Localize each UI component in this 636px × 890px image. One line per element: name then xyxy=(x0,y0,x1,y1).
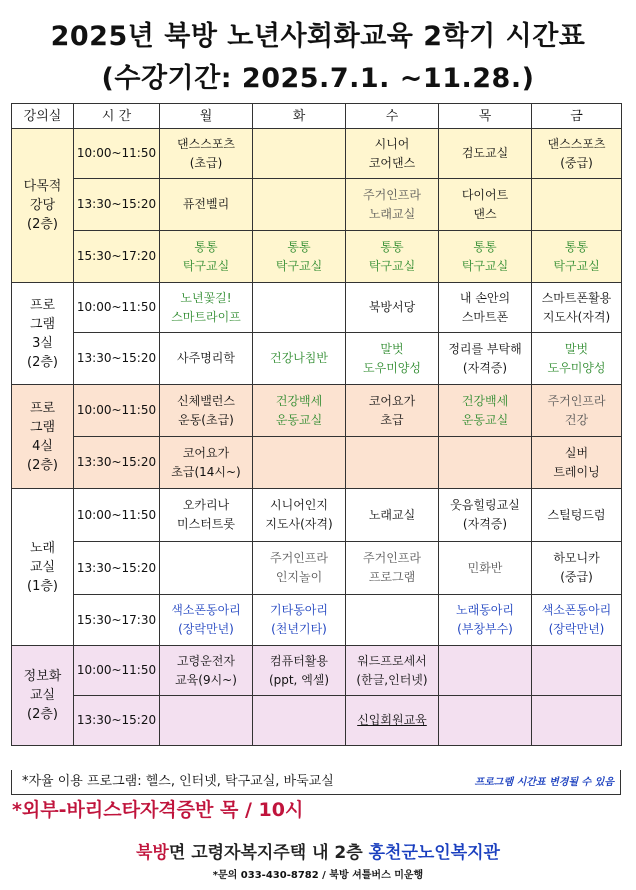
class-name-line: 시니어 xyxy=(374,136,410,151)
time-slot: 13:30~15:20 xyxy=(74,437,160,489)
class-cell xyxy=(346,437,439,489)
class-cell xyxy=(346,385,439,437)
class-name-line: 주거인프라 xyxy=(547,393,606,408)
class-name-line: (자격증) xyxy=(462,517,508,531)
class-name-line: (한글,인터넷) xyxy=(356,672,428,687)
class-cell xyxy=(253,437,346,489)
class-name-line: 탁구교실 xyxy=(368,258,416,273)
schedule-row xyxy=(12,333,622,385)
header-4: 수 xyxy=(346,104,439,129)
time-slot: 10:00~11:50 xyxy=(74,646,160,696)
class-cell xyxy=(346,179,439,231)
class-name-line: 건강백세 xyxy=(275,393,323,408)
room-name-line: 다목적 xyxy=(23,179,62,194)
class-cell xyxy=(346,595,439,646)
class-cell xyxy=(160,129,253,179)
class-name-line: 도우미양성 xyxy=(547,360,606,375)
schedule-row xyxy=(12,231,622,283)
time-slot: 10:00~11:50 xyxy=(74,283,160,333)
class-cell xyxy=(160,489,253,542)
class-cell xyxy=(253,129,346,179)
outside-class-note: *외부-바리스타자격증반 목 / 10시 xyxy=(12,799,304,821)
class-cell xyxy=(532,646,622,696)
class-cell xyxy=(253,231,346,283)
class-name-line: 통통 xyxy=(564,239,589,254)
class-name-line: (장락만년) xyxy=(548,622,605,636)
time-slot: 13:30~15:20 xyxy=(74,696,160,746)
time-slot: 10:00~11:50 xyxy=(74,385,160,437)
class-cell xyxy=(439,646,532,696)
class-cell xyxy=(160,595,253,646)
class-name-line: (중급) xyxy=(560,155,593,170)
class-cell xyxy=(160,542,253,595)
class-name-line: 노래동아리 xyxy=(456,603,514,617)
class-cell xyxy=(346,283,439,333)
class-cell xyxy=(160,179,253,231)
class-cell xyxy=(532,437,622,489)
class-name-line: 기타동아리 xyxy=(270,603,328,617)
class-name-line: 색소폰동아리 xyxy=(541,603,612,617)
class-name-line: 탁구교실 xyxy=(553,258,600,273)
class-name-line: 노래교실 xyxy=(368,206,416,221)
class-name-line: (장락만년) xyxy=(178,622,234,636)
class-cell xyxy=(532,385,622,437)
class-name-line: 통통 xyxy=(380,239,404,254)
class-name-line: 말벗 xyxy=(380,341,404,356)
class-name-line: 스마트폰 xyxy=(461,309,509,324)
room-name xyxy=(12,646,74,746)
class-name-line: 검도교실 xyxy=(461,146,509,160)
venue-line xyxy=(0,838,636,863)
class-name-line: 건강나침반 xyxy=(270,351,328,365)
header-5: 목 xyxy=(439,104,532,129)
class-cell xyxy=(253,646,346,696)
class-cell xyxy=(160,437,253,489)
class-cell xyxy=(439,437,532,489)
class-name-line: 코어요가 xyxy=(368,393,416,408)
schedule-row xyxy=(12,385,622,437)
room-name xyxy=(12,283,74,385)
class-name-line: 북방서당 xyxy=(368,300,416,314)
class-name-line: 색소폰동아리 xyxy=(171,603,241,617)
room-name-line: 그램 xyxy=(29,316,56,332)
class-name-line: 하모니카 xyxy=(553,551,600,565)
room-name-line: 그램 xyxy=(29,419,56,435)
class-name-line: 신입회원교육 xyxy=(357,713,427,727)
class-cell xyxy=(439,283,532,333)
class-name-line: 정리를 부탁해 xyxy=(448,341,522,356)
class-name-line: 댄스스포츠 xyxy=(177,136,235,151)
room-name-line: 노래 xyxy=(29,540,56,556)
class-cell xyxy=(346,646,439,696)
class-cell xyxy=(346,231,439,283)
room-name-line: (2층) xyxy=(27,217,58,232)
page-subtitle: (수강기간: 2025.7.1. ~11.28.) xyxy=(101,63,535,94)
page-title: 2025년 북방 노년사회화교육 2학기 시간표 xyxy=(50,21,586,52)
schedule-row xyxy=(12,696,622,746)
class-name-line: 다이어트 xyxy=(461,187,509,202)
class-name-line: 탁구교실 xyxy=(461,258,509,273)
room-name-line: 정보화 xyxy=(23,669,62,684)
class-name-line: 미스터트롯 xyxy=(177,517,235,531)
class-cell xyxy=(439,595,532,646)
time-slot: 10:00~11:50 xyxy=(74,129,160,179)
class-name-line: 컴퓨터활용 xyxy=(270,653,328,668)
class-name-line: 통통 xyxy=(473,239,497,254)
class-name-line: 초급 xyxy=(380,412,404,427)
room-name-line: 프로 xyxy=(29,297,56,313)
room-name xyxy=(12,129,74,283)
time-slot: 13:30~15:20 xyxy=(74,179,160,231)
class-cell xyxy=(532,542,622,595)
contact-info: *문의 033-430-8782 / 북방 셔틀버스 미운행 xyxy=(212,870,424,881)
class-name-line: 도우미양성 xyxy=(363,360,421,375)
class-name-line: 초급(14시~) xyxy=(171,464,241,479)
class-cell xyxy=(160,385,253,437)
room-name xyxy=(12,385,74,489)
room-name-line: 강당 xyxy=(29,198,56,213)
schedule-row xyxy=(12,179,622,231)
class-name-line: 인지놀이 xyxy=(275,570,323,584)
room-name xyxy=(12,489,74,646)
free-program-text: *자율 이용 프로그램: 헬스, 인터넷, 탁구교실, 바둑교실 xyxy=(22,774,334,789)
class-cell xyxy=(346,129,439,179)
venue-part-1: 북방 xyxy=(136,843,169,863)
class-cell xyxy=(253,283,346,333)
class-cell xyxy=(253,333,346,385)
class-cell xyxy=(253,696,346,746)
class-cell xyxy=(439,489,532,542)
class-name-line: 노년꽃길! xyxy=(180,290,232,305)
class-name-line: 댄스 xyxy=(473,206,497,221)
room-name-line: (2층) xyxy=(27,457,58,473)
class-name-line: 코어요가 xyxy=(182,445,230,460)
header-1: 시 간 xyxy=(74,104,160,129)
time-slot: 13:30~15:20 xyxy=(74,542,160,595)
time-slot: 15:30~17:20 xyxy=(74,231,160,283)
room-name-line: (1층) xyxy=(27,578,58,594)
class-cell xyxy=(253,489,346,542)
room-name-line: (2층) xyxy=(27,707,58,722)
class-name-line: (부창부수) xyxy=(457,622,513,636)
header-2: 월 xyxy=(160,104,253,129)
class-cell xyxy=(253,595,346,646)
class-name-line: 내 손안의 xyxy=(459,290,511,305)
class-name-line: 탁구교실 xyxy=(182,258,230,273)
class-name-line: 신체밸런스 xyxy=(177,393,235,408)
class-name-line: 건강 xyxy=(564,412,589,427)
header-row xyxy=(12,104,622,129)
class-name-line: 지도사(자격) xyxy=(265,517,333,531)
class-cell xyxy=(532,595,622,646)
schedule-row xyxy=(12,489,622,542)
class-name-line: 오카리나 xyxy=(182,498,230,512)
schedule-table xyxy=(11,103,622,746)
class-name-line: 워드프로세서 xyxy=(357,653,427,668)
class-cell xyxy=(532,696,622,746)
class-name-line: 운동(초급) xyxy=(178,412,234,427)
class-name-line: 말벗 xyxy=(564,341,589,356)
class-cell xyxy=(439,129,532,179)
class-name-line: 민화반 xyxy=(467,560,503,575)
class-name-line: 스마트폰활용 xyxy=(541,290,612,305)
schedule-change-note: 프로그램 시간표 변경될 수 있음 xyxy=(474,777,614,788)
class-name-line: 노래교실 xyxy=(368,507,416,522)
free-program-note xyxy=(11,770,621,795)
room-name-line: 프로 xyxy=(29,400,56,416)
class-cell xyxy=(160,333,253,385)
class-name-line: 웃음힐링교실 xyxy=(450,498,520,512)
class-name-line: 통통 xyxy=(287,239,311,254)
schedule-row xyxy=(12,283,622,333)
class-name-line: 퓨전벨리 xyxy=(182,197,230,211)
class-name-line: 주거인프라 xyxy=(363,551,421,565)
class-cell xyxy=(532,231,622,283)
room-name-line: 교실 xyxy=(29,688,56,703)
room-name-line: (2층) xyxy=(27,354,58,370)
header-3: 화 xyxy=(253,104,346,129)
class-name-line: 스틸텅드럼 xyxy=(547,507,606,522)
room-name-line: 3실 xyxy=(32,335,53,351)
class-name-line: 주거인프라 xyxy=(363,187,421,202)
class-cell xyxy=(346,542,439,595)
class-name-line: 운동교실 xyxy=(461,412,509,427)
class-cell xyxy=(532,489,622,542)
room-name-line: 교실 xyxy=(29,559,56,575)
schedule-row xyxy=(12,437,622,489)
class-name-line: 코어댄스 xyxy=(368,155,416,170)
class-cell xyxy=(346,489,439,542)
class-cell xyxy=(439,542,532,595)
class-cell xyxy=(439,333,532,385)
class-name-line: 시니어인지 xyxy=(270,498,328,512)
class-cell xyxy=(439,179,532,231)
header-6: 금 xyxy=(532,104,622,129)
venue-part-2: 면 고령자복지주택 내 2층 xyxy=(168,843,369,863)
class-name-line: 프로그램 xyxy=(368,570,416,584)
class-cell xyxy=(439,696,532,746)
schedule-row xyxy=(12,646,622,696)
class-name-line: 스마트라이프 xyxy=(171,309,241,324)
time-slot: 10:00~11:50 xyxy=(74,489,160,542)
class-cell xyxy=(439,385,532,437)
class-name-line: 트레이닝 xyxy=(553,464,600,479)
schedule-row xyxy=(12,542,622,595)
class-name-line: (중급) xyxy=(560,570,593,584)
class-cell xyxy=(346,333,439,385)
class-name-line: 통통 xyxy=(194,239,218,254)
class-cell xyxy=(253,385,346,437)
header-0: 강의실 xyxy=(12,104,74,129)
class-cell xyxy=(253,542,346,595)
class-cell xyxy=(160,646,253,696)
class-name-line: 실버 xyxy=(564,445,589,460)
class-cell xyxy=(253,179,346,231)
class-cell xyxy=(532,283,622,333)
time-slot: 15:30~17:30 xyxy=(74,595,160,646)
class-cell xyxy=(532,129,622,179)
class-name-line: 주거인프라 xyxy=(270,551,328,565)
class-cell xyxy=(160,283,253,333)
class-name-line: 탁구교실 xyxy=(275,258,323,273)
schedule-row xyxy=(12,129,622,179)
venue-part-3: 홍천군노인복지관 xyxy=(368,843,500,863)
class-cell xyxy=(160,231,253,283)
class-name-line: (자격증) xyxy=(462,360,508,375)
class-name-line: (ppt, 엑셀) xyxy=(268,672,330,687)
class-cell xyxy=(160,696,253,746)
class-name-line: 운동교실 xyxy=(275,412,323,427)
class-name-line: 사주명리학 xyxy=(177,351,235,365)
class-cell xyxy=(439,231,532,283)
class-name-line: (천년기타) xyxy=(271,622,327,636)
class-name-line: (초급) xyxy=(189,155,223,170)
class-cell xyxy=(532,179,622,231)
class-name-line: 교육(9시~) xyxy=(175,672,237,687)
time-slot: 13:30~15:20 xyxy=(74,333,160,385)
class-cell xyxy=(532,333,622,385)
class-name-line: 고령운전자 xyxy=(177,653,235,668)
class-name-line: 지도사(자격) xyxy=(542,309,611,324)
room-name-line: 4실 xyxy=(32,438,53,454)
class-cell xyxy=(346,696,439,746)
schedule-row xyxy=(12,595,622,646)
class-name-line: 건강백세 xyxy=(461,393,509,408)
class-name-line: 댄스스포츠 xyxy=(547,136,606,151)
